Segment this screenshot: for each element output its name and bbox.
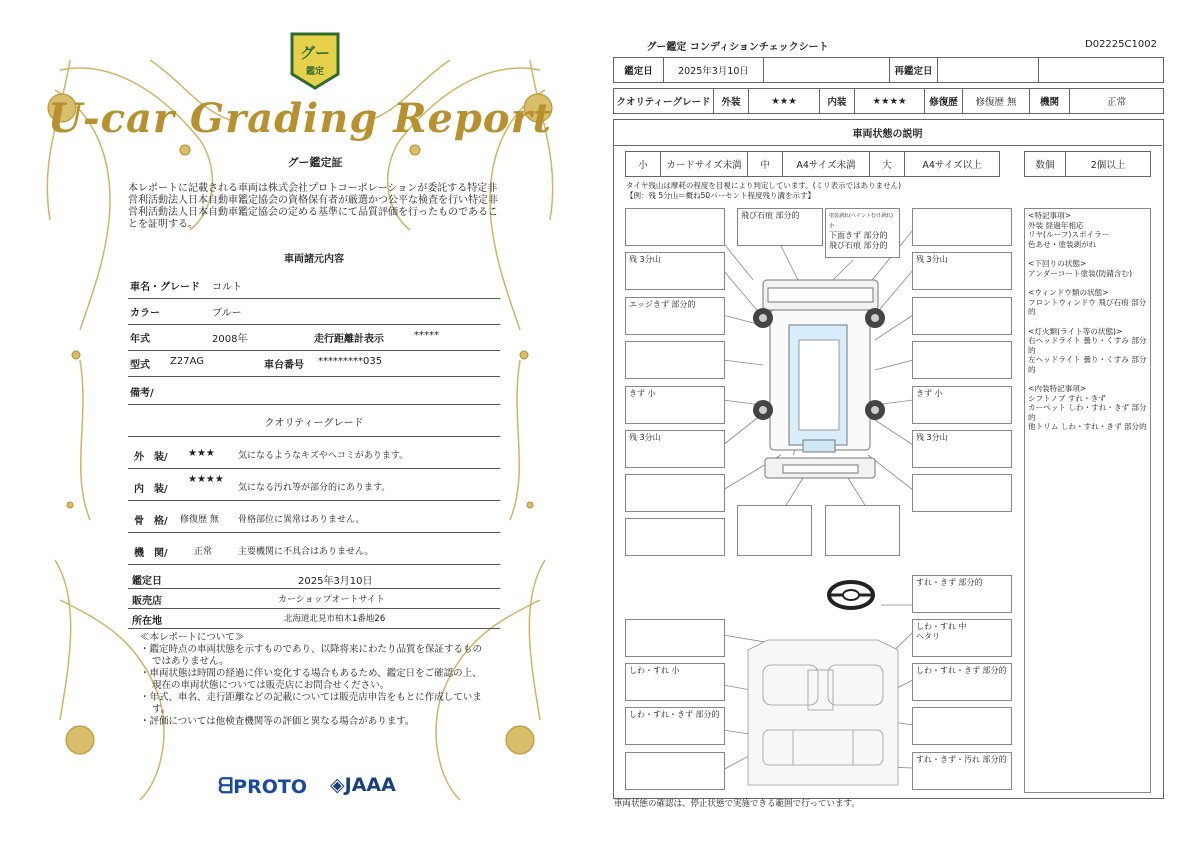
grade-table [613,88,1164,114]
legend-count-desc: 2個以上 [1090,160,1126,171]
box-label: 残 3分山 [629,255,661,264]
report-title: U-car Grading Report [47,95,553,142]
interior-box [912,707,1012,745]
shop-label: 販売店 [132,596,162,607]
exterior-stars: ★★★ [188,448,215,459]
spec-title: 車両諸元内容 [284,254,344,265]
light-block [1028,327,1147,375]
sheet-date-label: 鑑定日 [614,58,664,82]
color-value: ブルー [212,308,242,319]
light-item: 左ヘッドライト 曇り・くすみ 部分的 [1028,355,1147,374]
condition-box [625,386,725,424]
under-block [1028,259,1147,278]
interior-box [625,619,725,657]
color-label: カラー [130,308,160,319]
interior-box [625,707,725,745]
window-item: フロントウィンドウ 飛び石痕 部分的 [1028,297,1147,316]
quality-title-rule [128,408,500,437]
remarks-label: 備考/ [130,388,154,399]
condition-box [912,386,1012,424]
engine-desc: 主要機関に不具合はありません。 [238,547,374,557]
jaaa-logo-text: JAAA [344,774,396,796]
frame-desc: 骨格部位に異常はありません。 [238,515,365,525]
shop-value: カーショップオートサイト [278,595,385,605]
condition-box [625,341,725,379]
note-item: ・車両状態は時間の経過に伴い変化する場合もあるため、鑑定日をご確認の上、現在の車両状態については販売店にお問合せください。 [140,668,482,691]
jaaa-mark-icon: ◈ [330,774,345,796]
report-notes [140,632,490,728]
model-label: 型式 [130,360,150,371]
special-notes-panel [1024,208,1151,793]
sheet-date-value: 2025年3月10日 [664,58,764,82]
exterior-label: 外 装/ [134,452,168,463]
empty-cell [1039,58,1163,82]
quality-grade-label: クオリティーグレード [614,89,714,113]
proto-logo [218,774,307,799]
box-label: エッジきず 部分的 [629,300,696,309]
steering-wheel-icon [829,582,873,608]
empty-cell [764,58,890,82]
interior-desc: 気になる汚れ等が部分的にあります。 [238,483,391,493]
repair-label: 修復歴 [925,89,963,113]
redate-label: 再鑑定日 [890,58,938,82]
chassis-label: 車台番号 [264,360,304,371]
interior-box [912,752,1012,790]
light-title: <灯火類(ライト等の状態)> [1028,326,1123,336]
legend-large: 大 [870,152,905,176]
proto-logo-text: PROTO [233,776,307,798]
box-label: すれ・きず・汚れ 部分的 [916,755,1007,764]
condition-box [912,208,1012,246]
box-label: しわ・すれ・きず 部分的 [916,666,1007,675]
proto-mark-icon: ᗺ [218,774,234,798]
condition-box [737,208,823,246]
box-label: しわ・すれ 小 [629,666,680,675]
intro-text: 本レポートに記載される車両は株式会社プロトコーポレーションが委託する特定非営利活動法人日本自動車鑑定協会の資格保有者が厳選かつ公平な検査を行い特定非営利活動法人日本自動車鑑定協会の定める基準にて品質評価を行ったものであることを証明する。 [128,183,498,230]
spec-row-model [128,346,500,377]
condition-box [737,505,812,556]
tire-note-1: タイヤ残山は摩耗の程度を目視により判定しています。(ミリ表示ではありません) [626,181,902,190]
address-value: 北海道北見市柏木1番地26 [284,614,386,624]
engine-value: 正常 [194,547,213,557]
chassis-value: *********035 [318,356,383,367]
goo-emblem [288,30,342,92]
box-label: 飛び石痕 部分的 [829,241,888,250]
box-label: 飛び石痕 部分的 [741,211,800,220]
note-item: ・評価については他検査機関等の評価と異なる場合があります。 [140,716,415,727]
condition-box [912,252,1012,290]
box-label-small: 塗装剥れ(ペイントむけ剥れ) 小 [829,213,893,229]
date-table [613,57,1164,83]
interior-box [625,663,725,701]
special-title: <特記事項> [1028,211,1072,220]
under-item: アンダーコート塗装(防錆含む) [1028,268,1133,278]
condition-box [825,208,900,258]
int-stars: ★★★★ [855,89,925,113]
address-label: 所在地 [132,616,162,627]
condition-box [912,341,1012,379]
special-item: リヤ(ルーフ)スポイラー [1028,230,1110,239]
quality-row-exterior [128,438,500,469]
certificate-title: グー鑑定証 [287,156,343,169]
interior-block [1028,384,1147,432]
window-title: <ウィンドウ類の状態> [1028,288,1109,297]
special-block [1028,211,1147,249]
engine-label-r: 機関 [1030,89,1070,113]
interior-stars: ★★★★ [188,474,224,485]
condition-box [625,430,725,468]
box-label: ヘタリ [916,632,940,641]
info-row-shop [128,588,500,609]
condition-box [625,474,725,512]
special-item: 色あせ・塗装剥がれ [1028,239,1097,249]
light-item: 右ヘッドライト 曇り・くすみ 部分的 [1028,336,1147,355]
redate-value [938,58,1039,82]
quality-row-interior [128,470,500,501]
section-title: 車両状態の説明 [613,119,1162,146]
box-label: しわ・すれ・きず 部分的 [629,710,720,719]
interior-box [912,663,1012,701]
box-label: 残 3分山 [629,433,661,442]
quality-row-frame [128,502,500,533]
jaaa-logo [330,774,396,796]
legend-large-desc: A4サイズ以上 [922,160,982,171]
info-row-date [128,568,500,589]
note-item: ・鑑定時点の車両状態を示すものであり、以降将来にわたり品質を保証するものではありません。 [140,644,483,667]
interior-box [625,752,725,790]
under-title: <下回りの状態> [1028,259,1087,268]
condition-box [912,297,1012,335]
interior-item: シフトノブ すれ・きず [1028,393,1106,403]
year-label: 年式 [130,334,150,345]
quality-title: クオリティーグレード [264,418,364,429]
name-label: 車名・グレード [130,282,200,293]
condition-box [625,518,725,556]
box-label: 残 3分山 [916,433,948,442]
exterior-desc: 気になるようなキズやヘコミがあります。 [238,451,409,461]
tire-note-2: 【例：残 5分山＝概ね50パーセント程度残り溝を示す】 [626,191,816,200]
box-label: 下面きず 部分的 [829,231,888,240]
ext-label: 外装 [714,89,749,113]
legend-small: 小 [626,152,661,176]
condition-box [825,505,900,556]
frame-label: 骨 格/ [134,516,168,527]
box-label: きず 小 [916,389,943,398]
quality-row-engine [128,534,500,565]
size-legend [625,151,1000,177]
name-value: コルト [212,282,242,293]
frame-value: 修復歴 無 [180,515,219,525]
repair-value: 修復歴 無 [963,89,1030,113]
legend-mid-desc: A4サイズ未満 [783,152,870,176]
interior-label: 内 装/ [134,484,168,495]
box-label: しわ・すれ 中 [916,622,967,631]
date-value: 2025年3月10日 [298,576,373,587]
engine-value-r: 正常 [1106,97,1126,108]
sheet-footer: 車両状態の確認は、停止状態で実施できる範囲で行っています。 [614,799,860,809]
condition-box [912,474,1012,512]
condition-box [912,430,1012,468]
box-label: すれ・きず 部分的 [916,578,983,587]
spec-row-remarks [128,374,500,405]
interior-box [912,619,1012,657]
emblem-sub: 鑑定 [305,67,325,77]
note-item: ・年式、車名、走行距離などの記載については販売店申告をもとに作成しています。 [140,692,482,715]
ext-stars: ★★★ [749,89,820,113]
box-label: きず 小 [629,389,656,398]
sheet-title: グー鑑定 コンディションチェックシート [646,42,829,53]
count-legend [1024,151,1151,177]
special-item: 外装 経過年相応 [1028,220,1084,230]
interior-box [912,575,1012,613]
notes-title: ≪本レポートについて≫ [140,632,245,643]
window-block [1028,288,1147,317]
condition-box [625,208,725,246]
mileage-label: 走行距離計表示 [314,334,384,345]
model-value: Z27AG [170,356,204,367]
box-label: 残 3分山 [916,255,948,264]
condition-box [625,297,725,335]
mileage-value: ***** [414,330,439,341]
emblem-text: グー [299,44,331,62]
legend-mid: 中 [748,152,783,176]
info-row-address [128,608,500,629]
doc-number: D02225C1002 [1085,39,1157,50]
interior-title: <内装特記事項> [1028,384,1087,393]
interior-item: 他トリム しわ・すれ・きず 部分的 [1028,422,1147,431]
legend-count: 数個 [1025,152,1066,176]
year-value: 2008年 [212,334,248,345]
int-label: 内装 [820,89,855,113]
interior-item: カーペット しわ・すれ・きず 部分的 [1028,403,1147,422]
engine-label: 機 関/ [134,548,168,559]
date-label: 鑑定日 [132,576,162,587]
condition-box [625,252,725,290]
legend-small-desc: カードサイズ未満 [661,152,748,176]
